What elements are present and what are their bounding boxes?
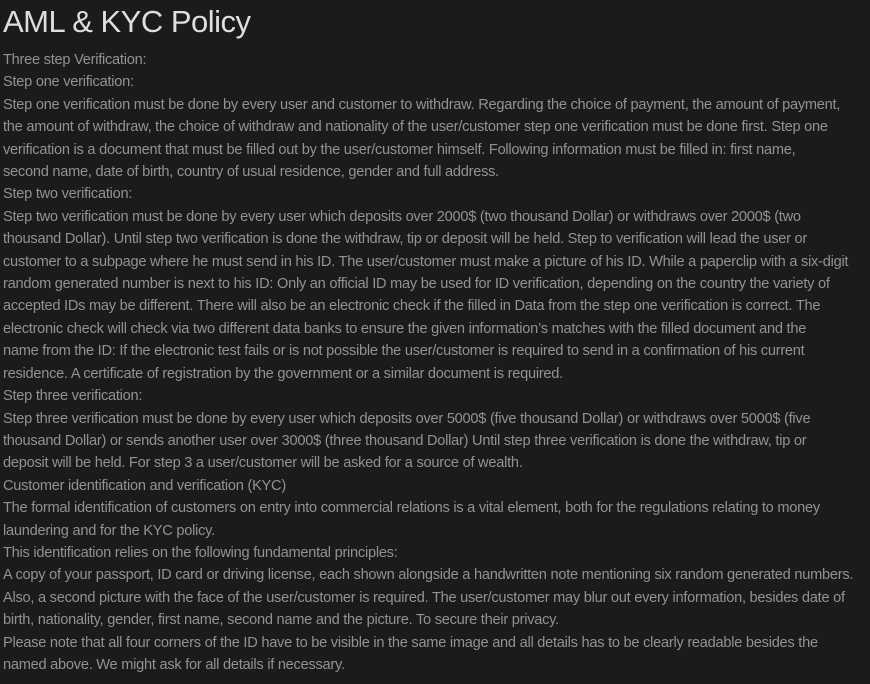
policy-line: Three step Verification: (3, 52, 147, 68)
page-title: AML & KYC Policy (3, 4, 251, 39)
policy-line: accepted IDs may be different. There will also be an electronic check if the filled in Data from the step one verification is correct. The (3, 298, 821, 315)
policy-line: the amount of withdraw, the choice of withdraw and nationality of the user/customer step one verification must be done first. Step one (3, 119, 828, 136)
policy-line: birth, nationality, gender, first name, second name and the picture. To secure their privacy. (3, 612, 559, 629)
policy-line: Step two verification: (3, 186, 133, 203)
policy-line: This identification relies on the following fundamental principles: (3, 544, 398, 561)
policy-line: second name, date of birth, country of usual residence, gender and full address. (3, 164, 499, 181)
policy-lines (3, 52, 870, 676)
policy-line: electronic check will check via two different data banks to ensure the given information’s matches with the filled document and the (3, 320, 807, 337)
policy-line: verification is a document that must be filled out by the user/customer himself. Following information must be filled in: first name, (3, 141, 796, 158)
policy-line: Step one verification: (3, 74, 134, 91)
policy-line: A copy of your passport, ID card or driving license, each shown alongside a handwritten note mentioning six random generated numbers. (3, 567, 854, 584)
policy-line: name from the ID: If the electronic test fails or is not possible the user/customer is required to send in a confirmation of his current (3, 343, 805, 360)
policy-line: Step three verification: (3, 388, 143, 405)
policy-line: thousand Dollar) or sends another user over 3000$ (three thousand Dollar) Until step three verification is done the withdraw, tip or (3, 432, 807, 449)
policy-scroll-area[interactable] (3, 52, 870, 684)
policy-line: customer to a subpage where he must send in his ID. The user/customer must make a picture of his ID. While a paperclip with a six-digit (3, 253, 849, 270)
policy-line: deposit will be held. For step 3 a user/customer will be asked for a source of wealth. (3, 455, 523, 472)
policy-line: Also, a second picture with the face of the user/customer is required. The user/customer may blur out every information, besides date of (3, 589, 845, 606)
policy-line: Please note that all four corners of the ID have to be visible in the same image and all details has to be clearly readable besides the (3, 634, 818, 651)
policy-line: random generated number is next to his ID: Only an official ID may be used for ID verification, depending on the country the variety of (3, 276, 830, 293)
policy-line: Step three verification must be done by every user which deposits over 5000$ (five thousand Dollar) or withdraws over 5000$ (five (3, 410, 811, 427)
policy-line: Step one verification must be done by every user and customer to withdraw. Regarding the choice of payment, the amount of payment, (3, 96, 841, 113)
policy-line: laundering and for the KYC policy. (3, 522, 215, 539)
policy-line: thousand Dollar). Until step two verification is done the withdraw, tip or deposit will be held. Step to verification will lead the user or (3, 231, 808, 248)
policy-line: Customer identification and verification (KYC) (3, 477, 286, 494)
policy-line: named above. We might ask for all details if necessary. (3, 656, 345, 673)
policy-line: Step two verification must be done by every user which deposits over 2000$ (two thousand Dollar) or withdraws over 2000$ (two (3, 208, 801, 225)
policy-line: The formal identification of customers on entry into commercial relations is a vital element, both for the regulations relating to money (3, 500, 820, 517)
policy-line: residence. A certificate of registration by the government or a similar document is required. (3, 365, 563, 382)
